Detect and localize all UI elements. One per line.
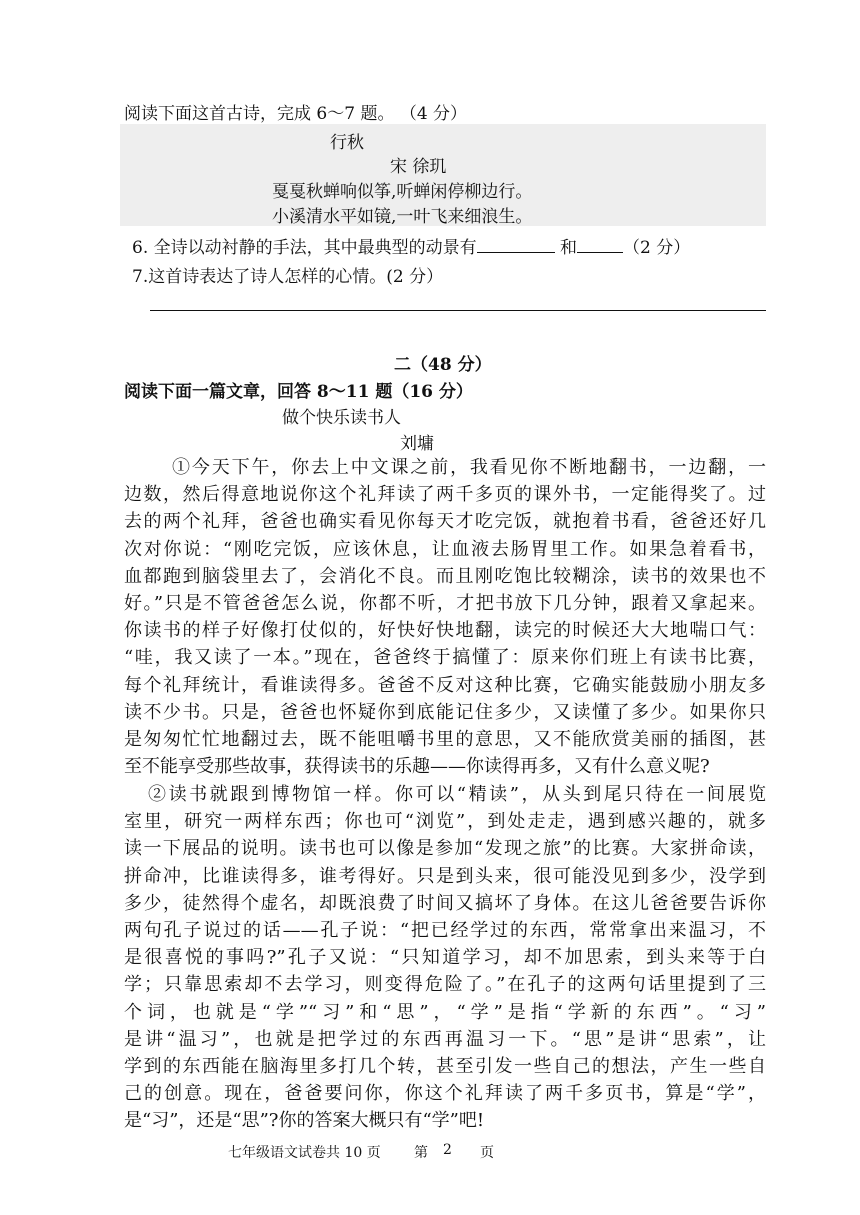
section-instruction: 阅读下面一篇文章，回答 8～11 题（16 分） [124, 382, 473, 402]
answer-line-7[interactable] [150, 310, 766, 311]
paragraph-line: 边数，然后得意地说你这个礼拜读了两千多页的课外书，一定能得奖了。过 [124, 484, 766, 506]
paragraph-line: 多少，徒然得个虚名，却既浪费了时间又搞坏了身体。在这儿爸爸要告诉你 [124, 892, 766, 914]
poem-title: 行秋 [330, 133, 364, 153]
paragraph-line: 己的创意。现在，爸爸要问你，你这个礼拜读了两千多页书，算是“学”， [124, 1083, 766, 1105]
article-author: 刘墉 [400, 434, 434, 454]
poem-instruction: 阅读下面这首古诗，完成 6～7 题。 （4 分） [124, 104, 468, 124]
paragraph-line: 读不少书。只是，爸爸也怀疑你到底能记住多少，又读懂了多少。如果你只 [124, 701, 766, 723]
paragraph-line: 至不能享受那些故事，获得读书的乐趣——你读得再多，又有什么意义呢? [124, 756, 710, 778]
paragraph-line: 血都跑到脑袋里去了，会消化不良。而且刚吃饱比较糊涂，读书的效果也不 [124, 565, 766, 587]
paragraph-line: “哇，我又读了一本。”现在，爸爸终于搞懂了：原来你们班上有读书比赛， [124, 647, 766, 669]
paragraph-line: 次对你说：“刚吃完饭，应该休息，让血液去肠胃里工作。如果急着看书， [124, 538, 766, 560]
poem-line-1: 戛戛秋蝉响似筝,听蝉闲停柳边行。 [272, 182, 533, 202]
question-6-score: （2 分） [623, 238, 691, 258]
answer-blank-1[interactable] [477, 236, 555, 253]
question-7: 7.这首诗表达了诗人怎样的心情。(2 分） [132, 267, 444, 287]
paragraph-line: 室里，研究一两样东西；你也可“浏览”，到处走走，遇到感兴趣的，就多 [124, 811, 766, 833]
paragraph-line: 个词，也就是“学”“习”和“思”，“学”是指“学新的东西”。“习” [124, 1001, 766, 1023]
paragraph-line: 读一下展品的说明。读书也可以像是参加“发现之旅”的比赛。大家拼命读， [124, 838, 766, 860]
paragraph-line: 拼命冲，比谁读得多，谁考得好。只是到头来，很可能没见到多少，没学到 [124, 865, 766, 887]
paragraph-1 [124, 454, 766, 780]
question-6-connector: 和 [560, 238, 578, 258]
paragraph-line: 是很喜悦的事吗?”孔子又说：“只知道学习，却不加思索，到头来等于白 [124, 947, 766, 969]
article-title: 做个快乐读书人 [282, 408, 401, 428]
footer-page-label: 第 [414, 1145, 428, 1161]
paragraph-line: 两句孔子说过的话——孔子说：“把已经学过的东西，常常拿出来温习，不 [124, 919, 766, 941]
paragraph-line: 去的两个礼拜，爸爸也确实看见你每天才吃完饭，就抱着书看，爸爸还好几 [124, 511, 766, 533]
answer-blank-2[interactable] [577, 236, 623, 253]
paragraph-line: 是“习”，还是“思”?你的答案大概只有“学”吧! [124, 1110, 485, 1132]
paragraph-line: 学到的东西能在脑海里多打几个转，甚至引发一些自己的想法，产生一些自 [124, 1055, 766, 1077]
footer-page-unit: 页 [480, 1145, 494, 1161]
footer-total-pages: 七年级语文试卷共 10 页 [228, 1145, 381, 1161]
paragraph-line: 好。”只是不管爸爸怎么说，你都不听，才把书放下几分钟，跟着又拿起来。 [124, 592, 766, 614]
poem-author: 宋 徐玑 [390, 157, 447, 177]
paragraph-line: 是讲“温习”，也就是把学过的东西再温习一下。“思”是讲“思索”，让 [124, 1028, 766, 1050]
footer-page-number: 2 [443, 1142, 452, 1158]
section-heading: 二（48 分） [394, 355, 492, 375]
paragraph-line: 是匆匆忙忙地翻过去，既不能咀嚼书里的意思，又不能欣赏美丽的插图，甚 [124, 728, 766, 750]
poem-line-2: 小溪清水平如镜,一叶飞来细浪生。 [272, 207, 533, 227]
question-6 [132, 233, 690, 258]
question-6-text: 6. 全诗以动衬静的手法，其中最典型的动景有 [132, 238, 477, 258]
paragraph-line: 你读书的样子好像打仗似的，好快好快地翻，读完的时候还大大地喘口气： [124, 620, 766, 642]
paragraph-2 [124, 781, 766, 1134]
paragraph-line: ①今天下午，你去上中文课之前，我看见你不断地翻书，一边翻，一 [172, 457, 766, 478]
paragraph-line: 每个礼拜统计，看谁读得多。爸爸不反对这种比赛，它确实能鼓励小朋友多 [124, 674, 766, 696]
paragraph-line: 学；只靠思索却不去学习，则变得危险了。”在孔子的这两句话里提到了三 [124, 974, 766, 996]
paragraph-line: ②读书就跟到博物馆一样。你可以“精读”，从头到尾只待在一间展览 [148, 784, 766, 805]
